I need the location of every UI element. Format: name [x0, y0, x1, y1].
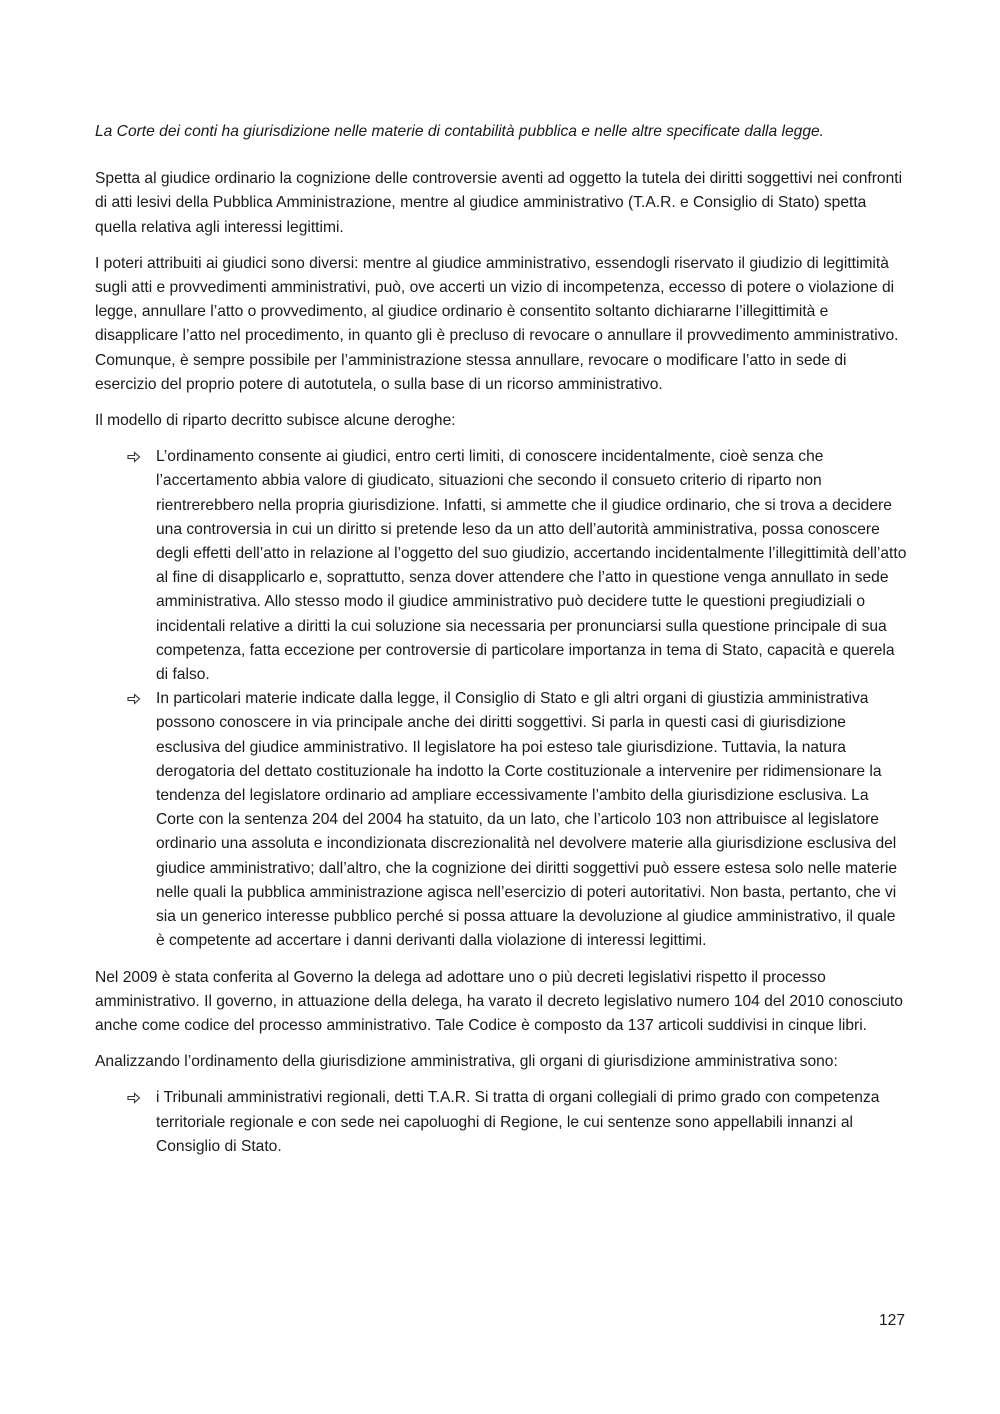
intro-quote: La Corte dei conti ha giurisdizione nelle materie di contabilità pubblica e nelle altre specificate dalla legge. — [95, 123, 825, 140]
paragraph-giudice-ordinario: Spetta al giudice ordinario la cognizione delle controversie aventi ad oggetto la tutela dei diritti soggettivi nei confronti di atti lesivi della Pubblica Amministrazione, mentre al giudice amministrativo (T.A.R. e Consiglio di Stato) spetta quella relativa agli interessi legittimi. — [95, 170, 903, 236]
list-item-text: In particolari materie indicate dalla legge, il Consiglio di Stato e gli altri organi di giustizia amministrativa possono conoscere in via principale anche dei diritti soggettivi. Si parla in questi casi di giurisdizione esclusiva del giudice amministrativo. Il legislatore ha poi esteso tale giurisdizione. Tuttavia, la natura derogatoria del dettato costituzionale ha indotto la Corte costituzionale a intervenire per ridimensionare la tendenza del legislatore ordinario ad ampliare eccessivamente l’ambito della giurisdizione esclusiva. La Corte con la sentenza 204 del 2004 ha statuito, da un lato, che l’articolo 103 non attribuisce al legislatore ordinario una assoluta e incondizionata discrezionalità nel devolvere materie alla giurisdizione esclusiva del giudice amministrativo; dall’altro, che la cognizione dei diritti soggettivi può essere estesa solo nelle materie nelle quali la pubblica amministrazione agisca nell’esercizio di poteri autoritativi. Non basta, pertanto, che vi sia un generico interesse pubblico perché si possa attuare la devoluzione al giudice amministrativo, il quale è competente ad accertare i danni derivanti dalla violazione di interessi legittimi. — [156, 690, 898, 950]
document-page — [95, 120, 907, 1171]
list-item — [156, 445, 907, 687]
organi-list — [95, 1086, 907, 1159]
list-item-text: i Tribunali amministrativi regionali, detti T.A.R. Si tratta di organi collegiali di primo grado con competenza territoriale regionale e con sede nei capoluoghi di Regione, le cui sentenze sono appellabili innanzi al Consiglio di Stato. — [156, 1089, 880, 1155]
list-item — [156, 1086, 907, 1159]
page-number: 127 — [878, 1312, 905, 1329]
hollow-arrow-right-icon — [126, 687, 142, 711]
list-item — [156, 687, 907, 953]
list-item-text: L’ordinamento consente ai giudici, entro certi limiti, di conoscere incidentalmente, cioè senza che l’accertamento abbia valore di giudicato, situazioni che secondo il consueto criterio di riparto non rientrerebbero nella propria giurisdizione. Infatti, si ammette che il giudice ordinario, che si trova a decidere una controversia in cui un diritto si pretende leso da un atto dell’autorità amministrativa, possa conoscere degli effetti dell’atto in relazione al l’oggetto del suo giudizio, accertando incidentalmente l’illegittimità dell’atto al fine di disapplicarlo e, soprattutto, senza dover attendere che l’atto in questione venga annullato in sede amministrativa. Allo stesso modo il giudice amministrativo può decidere tutte le questioni pregiudiziali o incidentali relative a diritti la cui soluzione sia necessaria per pronunciarsi sulla questione principale di sua competenza, fatta eccezione per controversie di particolare importanza in tema di Stato, capacità e querela di falso. — [156, 448, 907, 684]
paragraph-deroghe-intro: Il modello di riparto decritto subisce alcune deroghe: — [95, 412, 456, 430]
hollow-arrow-right-icon — [126, 445, 142, 469]
paragraph-organi-intro: Analizzando l’ordinamento della giurisdizione amministrativa, gli organi di giurisdizione amministrativa sono: — [95, 1053, 838, 1071]
hollow-arrow-right-icon — [126, 1086, 142, 1110]
paragraph-codice-processo: Nel 2009 è stata conferita al Governo la delega ad adottare uno o più decreti legislativi rispetto il processo amministrativo. Il governo, in attuazione della delega, ha varato il decreto legislativo numero 104 del 2010 conosciuto anche come codice del processo amministrativo. Tale Codice è composto da 137 articoli suddivisi in cinque libri. — [95, 968, 903, 1034]
deroghe-list — [95, 445, 907, 953]
paragraph-poteri-giudici: I poteri attribuiti ai giudici sono diversi: mentre al giudice amministrativo, essendogli riservato il giudizio di legittimità sugli atti e provvedimenti amministrativi, può, ove accerti un vizio di incompetenza, eccesso di potere o violazione di legge, annullare l’atto o provvedimento, al giudice ordinario è consentito soltanto dichiararne l’illegittimità e disapplicare l’atto nel procedimento, in quanto gli è precluso di revocare o annullare il provvedimento amministrativo. Comunque, è sempre possibile per l’amministrazione stessa annullare, revocare o modificare l’atto in sede di esercizio del proprio potere di autotutela, o sulla base di un ricorso amministrativo. — [95, 254, 899, 393]
